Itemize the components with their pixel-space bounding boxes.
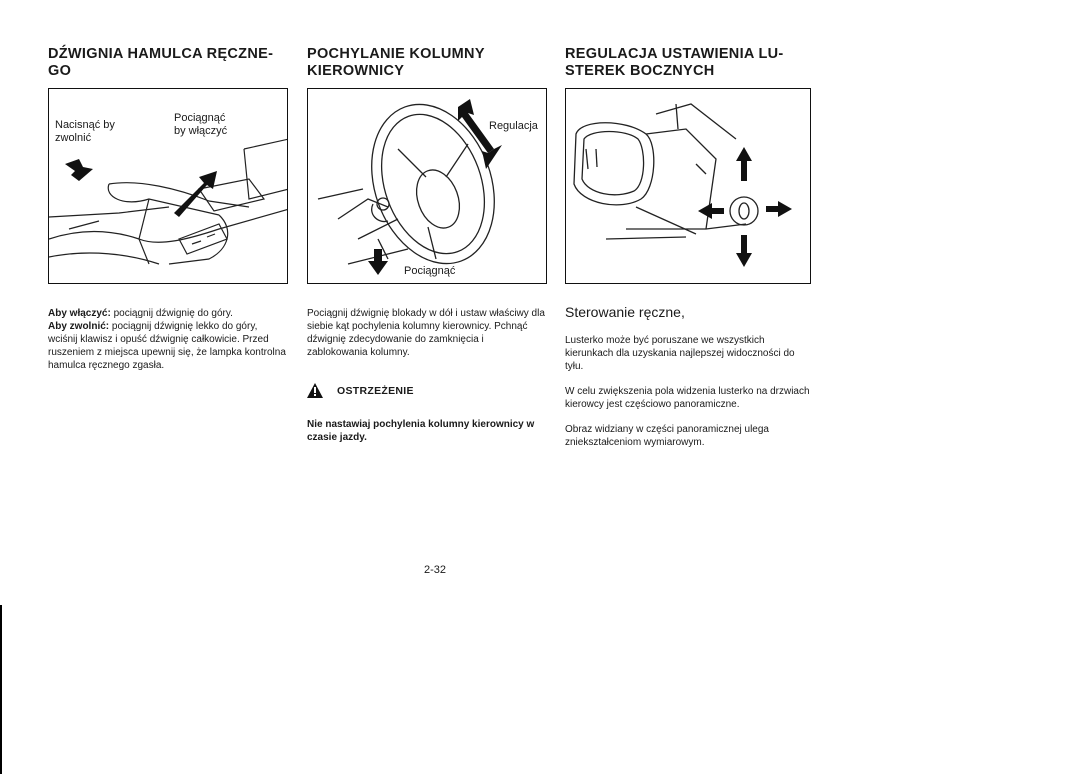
page-edge-rule [0, 605, 2, 774]
steering-wheel-illustration [308, 89, 547, 284]
page-number: 2-32 [424, 564, 447, 576]
mirror-paragraph-2: W celu zwiększenia pola widzenia lusterko na drzwiach kierowcy jest częściowo panoramiczne. [565, 386, 810, 410]
mirror-section [565, 46, 811, 461]
handbrake-figure [48, 88, 288, 284]
mirror-paragraph-3: Obraz widziany w części panoramicznej ulega zniekształceniom wymiarowym. [565, 424, 769, 448]
mirror-paragraph-1: Lusterko może być poruszane we wszystkich kierunkach dla uzyskania najlepszej widoczności do tyłu. [565, 335, 795, 372]
pull-label: Pociągnąć by włączyć [174, 112, 228, 137]
warning-triangle-icon [307, 383, 323, 398]
handbrake-release-text: Aby zwolnić: pociągnij dźwignię lekko do góry, wciśnij klawisz i opuść dźwignię całkowicie. Przed ruszeniem z miejsca upewnij się, że lampka kontrolna hamulca ręcznego zgasła. [48, 321, 286, 371]
pull-lever-label: Pociągnąć [404, 265, 456, 277]
warning-box [307, 383, 547, 398]
adjustment-label: Regulacja [489, 120, 538, 132]
release-label: Nacisnąć by zwolnić [55, 119, 115, 144]
handbrake-heading: DŹWIGNIA HAMULCA RĘCZNE- GO [48, 46, 274, 79]
warning-text: Nie nastawiaj pochylenia kolumny kierownicy w czasie jazdy. [307, 419, 535, 443]
mirror-illustration [566, 89, 811, 284]
warning-title: OSTRZEŻENIE [337, 384, 414, 397]
steering-figure [307, 88, 547, 284]
steering-tilt-heading: POCHYLANIE KOLUMNY KIEROWNICY [307, 46, 485, 79]
steering-tilt-text: Pociągnij dźwignię blokady w dół i ustaw właściwy dla siebie kąt pochylenia kolumny kierownicy. Pchnąć dźwignię zdecydowanie do zamknięcia i zablokowania kolumny. [307, 308, 545, 358]
steering-tilt-section [307, 46, 547, 444]
handbrake-engage-text: Aby włączyć: pociągnij dźwignię do góry. [48, 308, 233, 319]
mirror-heading: REGULACJA USTAWIENIA LU- STEREK BOCZNYCH [565, 46, 784, 79]
mirror-figure [565, 88, 811, 284]
manual-control-subheading: Sterowanie ręczne, [565, 304, 685, 320]
handbrake-section [48, 46, 288, 372]
